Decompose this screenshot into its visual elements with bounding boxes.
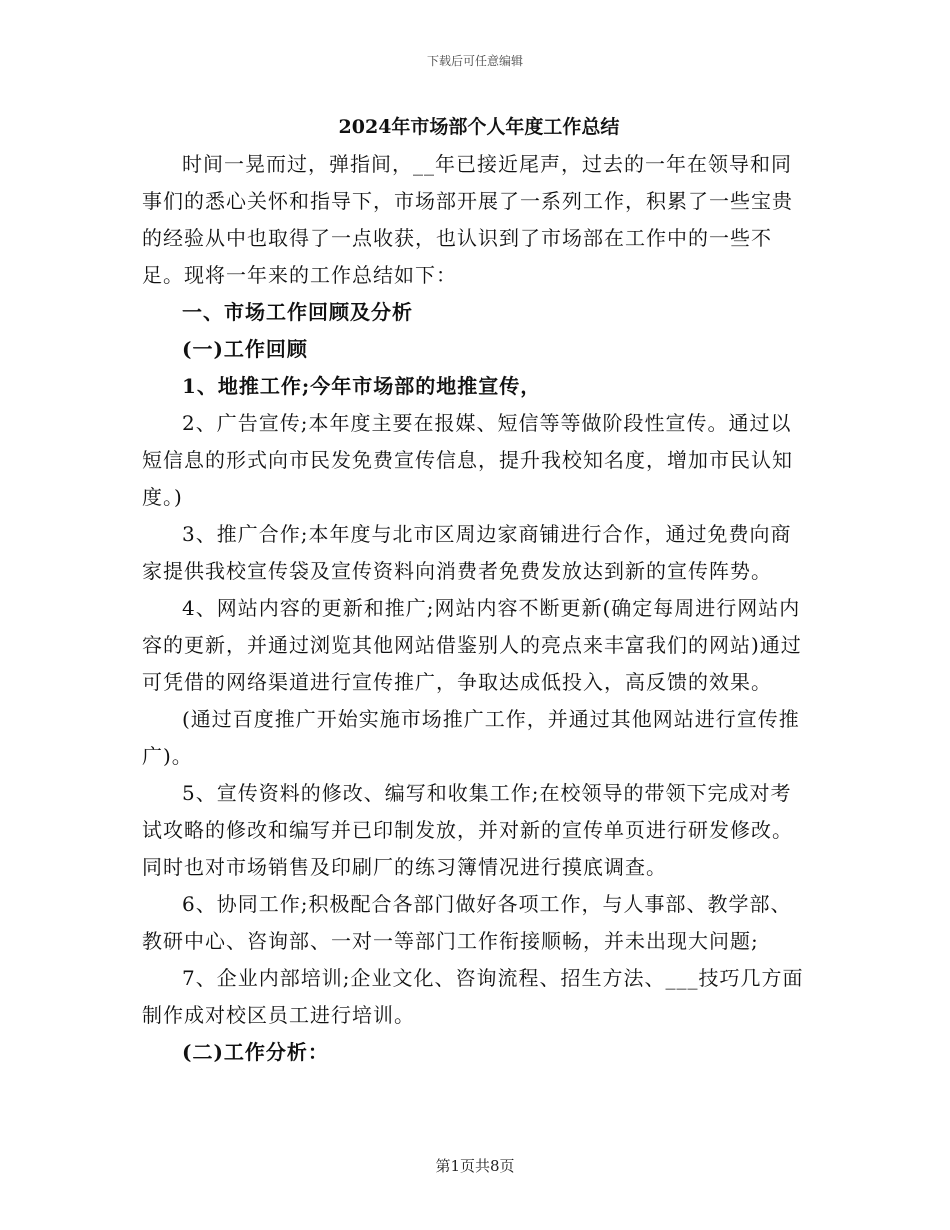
item-5-paragraph: 5、宣传资料的修改、编写和收集工作;在校领导的带领下完成对考试攻略的修改和编写并已印制发放，并对新的宣传单页进行研发修改。同时也对市场销售及印刷厂的练习簿情况进行摸底调查。: [142, 781, 793, 879]
item-3-paragraph: 3、推广合作;本年度与北市区周边家商铺进行合作，通过免费向商家提供我校宣传袋及宣传资料向消费者免费发放达到新的宣传阵势。: [142, 522, 792, 583]
page-header-note: 下载后可任意编辑: [426, 54, 523, 68]
intro-paragraph: 时间一晃而过，弹指间，__年已接近尾声，过去的一年在领导和同事们的悉心关怀和指导下，市场部开展了一系列工作，积累了一些宝贵的经验从中也取得了一点收获，也认识到了市场部在工作中的一些不足。现将一年来的工作总结如下：: [142, 152, 793, 287]
document-body: [142, 108, 804, 1071]
item-6-paragraph: 6、协同工作;积极配合各部门做好各项工作，与人事部、教学部、教研中心、咨询部、一对一等部门工作衔接顺畅，并未出现大问题;: [142, 892, 792, 953]
item-4-paragraph: 4、网站内容的更新和推广;网站内容不断更新(确定每周进行网站内容的更新，并通过浏览其他网站借鉴别人的亮点来丰富我们的网站)通过可凭借的网络渠道进行宣传推广，争取达成低投入，高反馈的效果。: [142, 596, 802, 694]
item-2-paragraph: 2、广告宣传;本年度主要在报媒、短信等等做阶段性宣传。通过以短信息的形式向市民发免费宣传信息，提升我校知名度，增加市民认知度。): [142, 411, 793, 509]
item-1-paragraph: 1、地推工作;今年市场部的地推宣传，: [182, 374, 542, 398]
subsection-heading-1: (一)工作回顾: [182, 337, 308, 361]
document-title: 2024年市场部个人年度工作总结: [338, 116, 620, 138]
subsection-heading-2: (二)工作分析：: [182, 1040, 329, 1064]
item-4-note-paragraph: (通过百度推广开始实施市场推广工作，并通过其他网站进行宣传推广)。: [142, 707, 800, 768]
page-footer-number: 第1页共8页: [435, 1157, 515, 1175]
section-heading-1: 一、市场工作回顾及分析: [182, 300, 413, 324]
item-7-paragraph: 7、企业内部培训;企业文化、咨询流程、招生方法、___技巧几方面制作成对校区员工进行培训。: [142, 966, 804, 1027]
